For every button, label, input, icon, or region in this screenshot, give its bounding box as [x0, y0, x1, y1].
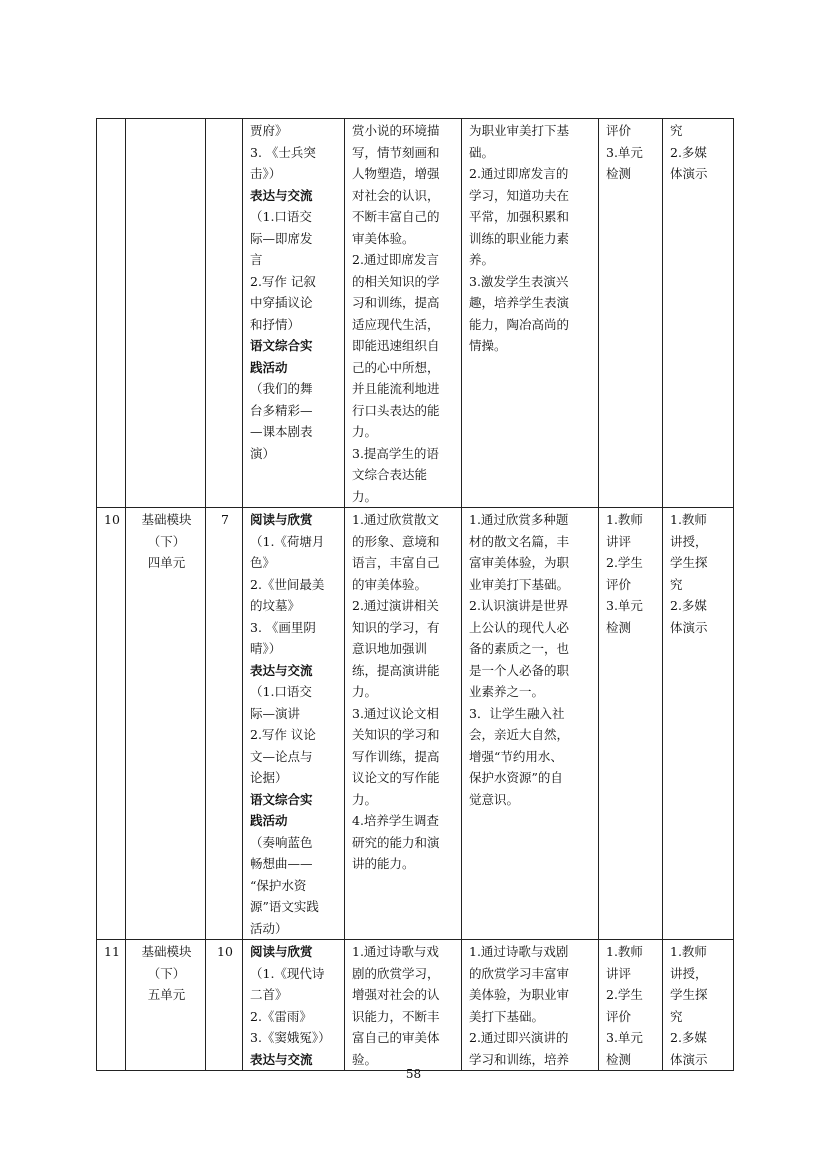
- vocational-goals-cell-line: 2.通过即席发言的: [469, 166, 569, 181]
- teaching-goals-cell-line: 2.通过即席发言: [352, 252, 439, 267]
- content-line: 3. 《画里阴: [250, 619, 316, 635]
- module-cell-line: 四单元: [147, 555, 186, 570]
- content-line: 晴》）: [250, 641, 282, 656]
- teaching-goals-cell-line: 语言，丰富自己: [352, 555, 440, 570]
- content-line: 际—即席发: [250, 230, 313, 246]
- teaching-method-cell-line: 究: [670, 1008, 683, 1024]
- teaching-goals-cell-line: 3.提高学生的语: [352, 445, 439, 461]
- content-line: 二首》: [250, 987, 288, 1002]
- content-section-heading: 践活动: [250, 813, 288, 828]
- teaching-goals-cell-line: 写，情节刻画和: [352, 144, 440, 160]
- vocational-goals-cell-line: 材的散文名篇，丰: [469, 533, 570, 549]
- teaching-method-cell-line: 讲授，: [670, 533, 708, 549]
- assessment-cell-line: 讲评: [606, 533, 632, 549]
- content-line: （1.口语交: [250, 209, 312, 224]
- content-section-heading: 阅读与欣赏: [250, 512, 313, 527]
- assessment-cell-line: 3.单元: [606, 144, 643, 160]
- teaching-goals-cell-line: 即能迅速组织自: [352, 338, 440, 353]
- vocational-goals-cell-line: 3.激发学生表演兴: [469, 273, 569, 289]
- teaching-goals-cell-line: 习和训练，提高: [352, 295, 440, 310]
- teaching-goals-cell-line: 的形象、意境和: [352, 533, 440, 549]
- content-line: 3. 《士兵突: [250, 144, 316, 160]
- teaching-method-cell: [663, 940, 734, 1071]
- assessment-cell-line: 3.单元: [606, 598, 643, 613]
- teaching-method-cell-line: 2.多媒: [670, 144, 707, 160]
- teaching-goals-cell: [345, 940, 462, 1071]
- vocational-goals-cell-line: 2.认识演讲是世界: [469, 598, 569, 613]
- content-line: 论据）: [250, 770, 288, 785]
- vocational-goals-cell-line: 1.通过诗歌与戏剧: [469, 944, 569, 959]
- module-cell: [126, 508, 206, 940]
- teaching-goals-cell-line: 剧的欣赏学习，: [352, 965, 440, 981]
- vocational-goals-cell-line: 增强“节约用水、: [469, 748, 563, 764]
- content-line: 活动）: [250, 920, 288, 936]
- content-line: 2.《世间最美: [250, 576, 325, 592]
- teaching-method-cell-line: 讲授，: [670, 965, 708, 981]
- teaching-content-cell: [243, 940, 345, 1071]
- module-cell-line: （下）: [147, 965, 186, 981]
- teaching-goals-cell-line: 验。: [352, 1051, 378, 1067]
- content-line: 3.《窦娥冤》）: [250, 1030, 331, 1045]
- teaching-goals-cell-line: 3.通过议论文相: [352, 705, 439, 721]
- vocational-goals-cell-line: 学习和训练，培养: [469, 1051, 570, 1067]
- teaching-goals-cell-line: 力。: [352, 424, 378, 439]
- assessment-cell: [599, 508, 663, 940]
- content-section-heading: 表达与交流: [250, 187, 313, 203]
- content-line: （1.《现代诗: [250, 965, 325, 981]
- teaching-content-cell: [243, 508, 345, 940]
- module-cell-line: 基础模块: [141, 512, 192, 527]
- content-line: 台多精彩—: [250, 402, 313, 418]
- assessment-cell-line: 3.单元: [606, 1030, 643, 1045]
- vocational-goals-cell-line: 觉意识。: [469, 791, 520, 807]
- assessment-cell-line: 检测: [606, 166, 632, 181]
- assessment-cell-line: 评价: [606, 576, 632, 592]
- teaching-goals-cell-line: 练，提高演讲能: [352, 662, 440, 678]
- teaching-goals-cell-line: 的审美体验。: [352, 576, 428, 592]
- vocational-goals-cell-line: 业审美打下基础。: [469, 576, 570, 592]
- row-number-cell: [97, 119, 126, 508]
- teaching-goals-cell-line: 知识的学习，有: [352, 619, 440, 635]
- vocational-goals-cell: [462, 119, 599, 508]
- teaching-goals-cell-line: 行口头表达的能: [352, 402, 440, 418]
- row-number-cell: 10: [97, 508, 126, 940]
- vocational-goals-cell-line: 3．让学生融入社: [469, 705, 565, 721]
- teaching-method-cell-line: 体演示: [670, 166, 708, 181]
- content-line: 2.写作 记叙: [250, 273, 316, 289]
- content-line: 的坟墓》: [250, 598, 301, 613]
- content-section-heading: 阅读与欣赏: [250, 944, 313, 959]
- assessment-cell-line: 检测: [606, 619, 632, 635]
- vocational-goals-cell: [462, 508, 599, 940]
- teaching-goals-cell-line: 1.通过诗歌与戏: [352, 944, 439, 959]
- assessment-cell-line: 讲评: [606, 965, 632, 981]
- table-body: [97, 119, 734, 1071]
- content-section-heading: 语文综合实: [250, 791, 313, 807]
- teaching-goals-cell-line: 对社会的认识，: [352, 187, 440, 203]
- vocational-goals-cell-line: 美体验，为职业审: [469, 987, 570, 1002]
- content-line: 际—演讲: [250, 705, 301, 721]
- assessment-cell-line: 评价: [606, 123, 632, 138]
- assessment-cell-line: 2.学生: [606, 987, 643, 1002]
- vocational-goals-cell: [462, 940, 599, 1071]
- content-line: 畅想曲——: [250, 856, 313, 871]
- vocational-goals-cell-line: 能力，陶冶高尚的: [469, 316, 570, 332]
- content-line: 击》）: [250, 166, 282, 181]
- content-line: （我们的舞: [250, 381, 313, 396]
- vocational-goals-cell-line: 备的素质之一，也: [469, 641, 570, 656]
- vocational-goals-cell-line: 学习，知道功夫在: [469, 187, 570, 203]
- assessment-cell: [599, 940, 663, 1071]
- content-line: 言: [250, 252, 263, 267]
- vocational-goals-cell-line: 平常，加强积累和: [469, 209, 570, 224]
- teaching-goals-cell-line: 己的心中所想，: [352, 359, 440, 375]
- table-row: [97, 940, 734, 1071]
- vocational-goals-cell-line: 训练的职业能力素: [469, 230, 570, 246]
- teaching-method-cell: [663, 119, 734, 508]
- vocational-goals-cell-line: 情操。: [469, 338, 507, 353]
- teaching-method-cell-line: 1.教师: [670, 944, 707, 959]
- content-line: （奏响蓝色: [250, 834, 313, 850]
- vocational-goals-cell-line: 业素养之一。: [469, 684, 545, 699]
- teaching-method-cell-line: 学生探: [670, 555, 708, 570]
- teaching-goals-cell-line: 适应现代生活，: [352, 316, 440, 332]
- assessment-cell-line: 检测: [606, 1051, 632, 1067]
- vocational-goals-cell-line: 为职业审美打下基: [469, 123, 570, 138]
- teaching-goals-cell-line: 审美体验。: [352, 230, 415, 246]
- teaching-method-cell-line: 究: [670, 123, 683, 138]
- content-line: 文—论点与: [250, 748, 313, 764]
- content-section-heading: 践活动: [250, 359, 288, 375]
- teaching-goals-cell-line: 1.通过欣赏散文: [352, 512, 439, 527]
- vocational-goals-cell-line: 上公认的现代人必: [469, 619, 570, 635]
- teaching-goals-cell-line: 识能力，不断丰: [352, 1008, 440, 1024]
- teaching-goals-cell-line: 赏小说的环境描: [352, 123, 440, 138]
- teaching-plan-table: [96, 118, 734, 1071]
- hours-cell: 10: [206, 940, 243, 1071]
- teaching-goals-cell: [345, 508, 462, 940]
- module-cell: [126, 119, 206, 508]
- module-cell-line: 五单元: [147, 987, 186, 1002]
- vocational-goals-cell-line: 养。: [469, 252, 495, 267]
- content-line: 贾府》: [250, 123, 288, 138]
- assessment-cell: [599, 119, 663, 508]
- assessment-cell-line: 1.教师: [606, 512, 643, 527]
- content-line: 2.写作 议论: [250, 727, 316, 742]
- vocational-goals-cell-line: 保护水资源”的自: [469, 770, 563, 785]
- teaching-goals-cell-line: 富自己的审美体: [352, 1030, 440, 1045]
- content-line: 源”语文实践: [250, 899, 319, 914]
- teaching-goals-cell-line: 写作训练，提高: [352, 748, 440, 764]
- vocational-goals-cell-line: 2.通过即兴演讲的: [469, 1030, 569, 1045]
- content-section-heading: 语文综合实: [250, 338, 313, 353]
- content-line: 中穿插议论: [250, 295, 313, 310]
- teaching-method-cell-line: 1.教师: [670, 512, 707, 527]
- teaching-goals-cell-line: 人物塑造，增强: [352, 166, 440, 181]
- content-line: 2.《雷雨》: [250, 1008, 312, 1024]
- hours-cell: 7: [206, 508, 243, 940]
- teaching-goals-cell-line: 研究的能力和演: [352, 834, 440, 850]
- teaching-goals-cell-line: 文综合表达能: [352, 467, 428, 482]
- content-section-heading: 表达与交流: [250, 1051, 313, 1067]
- teaching-goals-cell-line: 不断丰富自己的: [352, 209, 440, 224]
- teaching-goals-cell-line: 4.培养学生调查: [352, 813, 439, 828]
- teaching-goals-cell-line: 力。: [352, 791, 378, 807]
- vocational-goals-cell-line: 美打下基础。: [469, 1008, 545, 1024]
- teaching-method-cell-line: 2.多媒: [670, 1030, 707, 1045]
- teaching-goals-cell-line: 意识地加强训: [352, 641, 428, 656]
- vocational-goals-cell-line: 会，亲近大自然，: [469, 727, 570, 742]
- teaching-method-cell-line: 究: [670, 576, 683, 592]
- module-cell-line: 基础模块: [141, 944, 192, 959]
- content-line: —课本剧表: [250, 424, 313, 439]
- teaching-method-cell: [663, 508, 734, 940]
- content-line: （1.《荷塘月: [250, 533, 325, 549]
- teaching-goals-cell: [345, 119, 462, 508]
- content-line: 色》: [250, 555, 276, 570]
- assessment-cell-line: 2.学生: [606, 555, 643, 570]
- teaching-method-cell-line: 2.多媒: [670, 598, 707, 613]
- content-line: “保护水资: [250, 877, 307, 893]
- vocational-goals-cell-line: 是一个人必备的职: [469, 662, 570, 678]
- teaching-content-cell: [243, 119, 345, 508]
- content-line: 演）: [250, 445, 276, 461]
- table-row: [97, 508, 734, 940]
- assessment-cell-line: 1.教师: [606, 944, 643, 959]
- module-cell: [126, 940, 206, 1071]
- teaching-goals-cell-line: 讲的能力。: [352, 856, 415, 871]
- teaching-method-cell-line: 体演示: [670, 619, 708, 635]
- module-cell-line: （下）: [147, 533, 186, 549]
- teaching-goals-cell-line: 并且能流利地进: [352, 381, 440, 396]
- teaching-goals-cell-line: 力。: [352, 488, 378, 504]
- teaching-goals-cell-line: 增强对社会的认: [352, 987, 440, 1002]
- teaching-goals-cell-line: 议论文的写作能: [352, 770, 440, 785]
- vocational-goals-cell-line: 础。: [469, 144, 495, 160]
- teaching-goals-cell-line: 2.通过演讲相关: [352, 598, 439, 613]
- teaching-goals-cell-line: 力。: [352, 684, 378, 699]
- teaching-method-cell-line: 学生探: [670, 987, 708, 1002]
- content-section-heading: 表达与交流: [250, 662, 313, 678]
- page-number: 58: [405, 1067, 422, 1081]
- table-row: [97, 119, 734, 508]
- content-line: （1.口语交: [250, 684, 312, 699]
- vocational-goals-cell-line: 趣，培养学生表演: [469, 295, 570, 310]
- hours-cell: [206, 119, 243, 508]
- vocational-goals-cell-line: 的欣赏学习丰富审: [469, 965, 570, 981]
- vocational-goals-cell-line: 富审美体验，为职: [469, 555, 570, 570]
- teaching-goals-cell-line: 关知识的学习和: [352, 727, 440, 742]
- vocational-goals-cell-line: 1.通过欣赏多种题: [469, 512, 569, 527]
- teaching-method-cell-line: 体演示: [670, 1051, 708, 1067]
- assessment-cell-line: 评价: [606, 1008, 632, 1024]
- teaching-goals-cell-line: 的相关知识的学: [352, 273, 440, 289]
- content-line: 和抒情）: [250, 316, 301, 332]
- row-number-cell: 11: [97, 940, 126, 1071]
